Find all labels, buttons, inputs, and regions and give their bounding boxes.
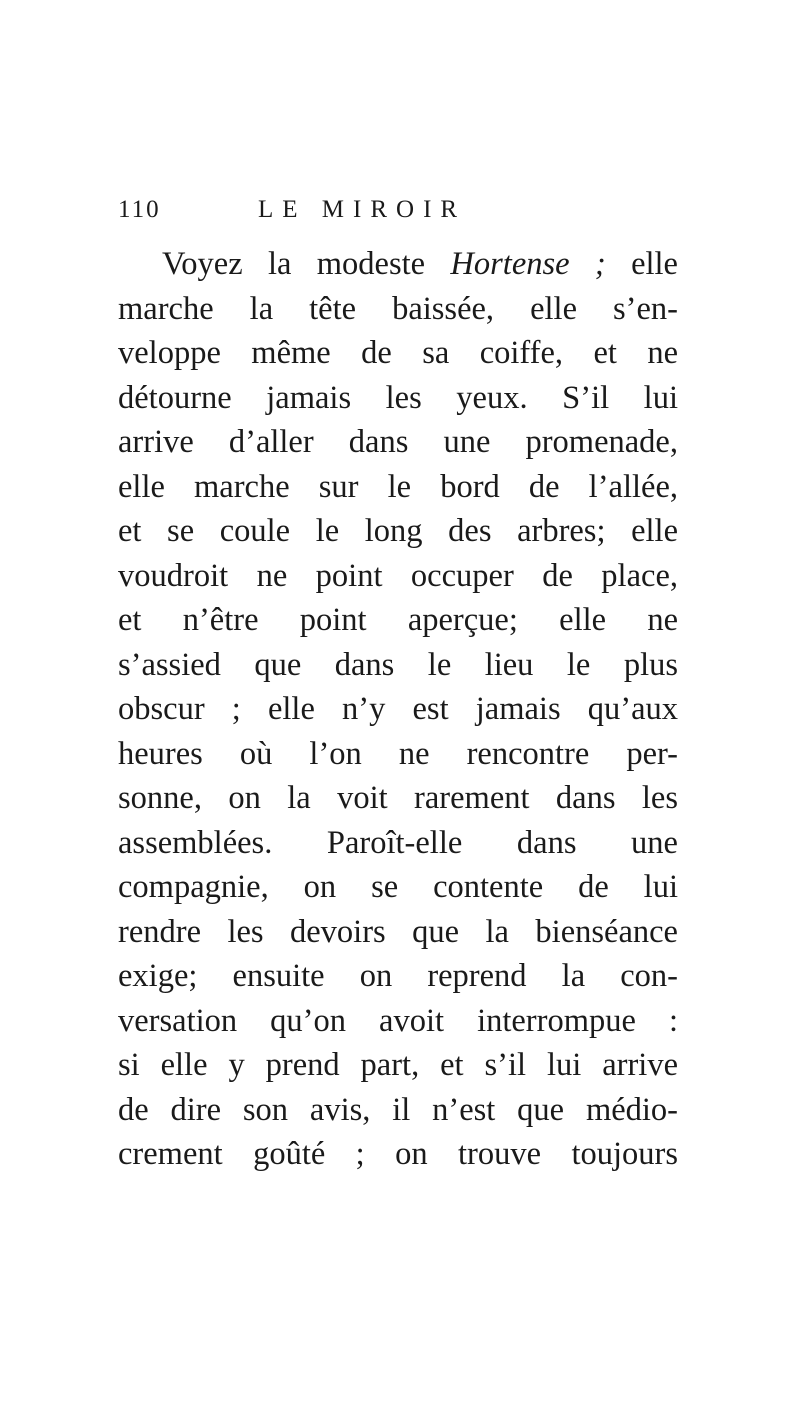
text-line: s’assied que dans le lieu le plus (118, 646, 678, 683)
text-line: et se coule le long des arbres; elle (118, 513, 678, 549)
running-title: LE MIROIR (258, 196, 467, 223)
text-line: voudroit ne point occuper de place, (118, 557, 678, 594)
text-line: assemblées. Paroît-elle dans une (118, 824, 678, 861)
text-line: marche la tête baissée, elle s’en- (118, 290, 678, 327)
text-line: et n’être point aperçue; elle ne (118, 602, 678, 638)
text-line: crement goûté ; on trouve toujours (118, 1136, 678, 1172)
italic-name: Hortense ; (450, 246, 606, 282)
text-line: de dire son avis, il n’est que médio- (118, 1091, 678, 1128)
body-paragraph (118, 242, 678, 1177)
text-span: Voyez la modeste (162, 246, 451, 282)
text-line: rendre les devoirs que la bienséance (118, 913, 678, 950)
text-line: arrive d’aller dans une promenade, (118, 424, 678, 460)
text-line: détourne jamais les yeux. S’il lui (118, 379, 678, 416)
text-line: versation qu’on avoit interrompue : (118, 1002, 678, 1039)
text-line: veloppe même de sa coiffe, et ne (118, 335, 678, 371)
text-line: si elle y prend part, et s’il lui arrive (118, 1047, 678, 1083)
text-span: elle (605, 246, 678, 282)
text-line: elle marche sur le bord de l’allée, (118, 468, 678, 505)
running-head (118, 196, 678, 232)
text-line: obscur ; elle n’y est jamais qu’aux (118, 691, 678, 727)
text-line: compagnie, on se contente de lui (118, 869, 678, 905)
text-line: exige; ensuite on reprend la con- (118, 958, 678, 994)
text-line: sonne, on la voit rarement dans les (118, 780, 678, 816)
text-line (118, 242, 678, 287)
page-number: 110 (118, 196, 161, 223)
text-line: heures où l’on ne rencontre per- (118, 735, 678, 772)
